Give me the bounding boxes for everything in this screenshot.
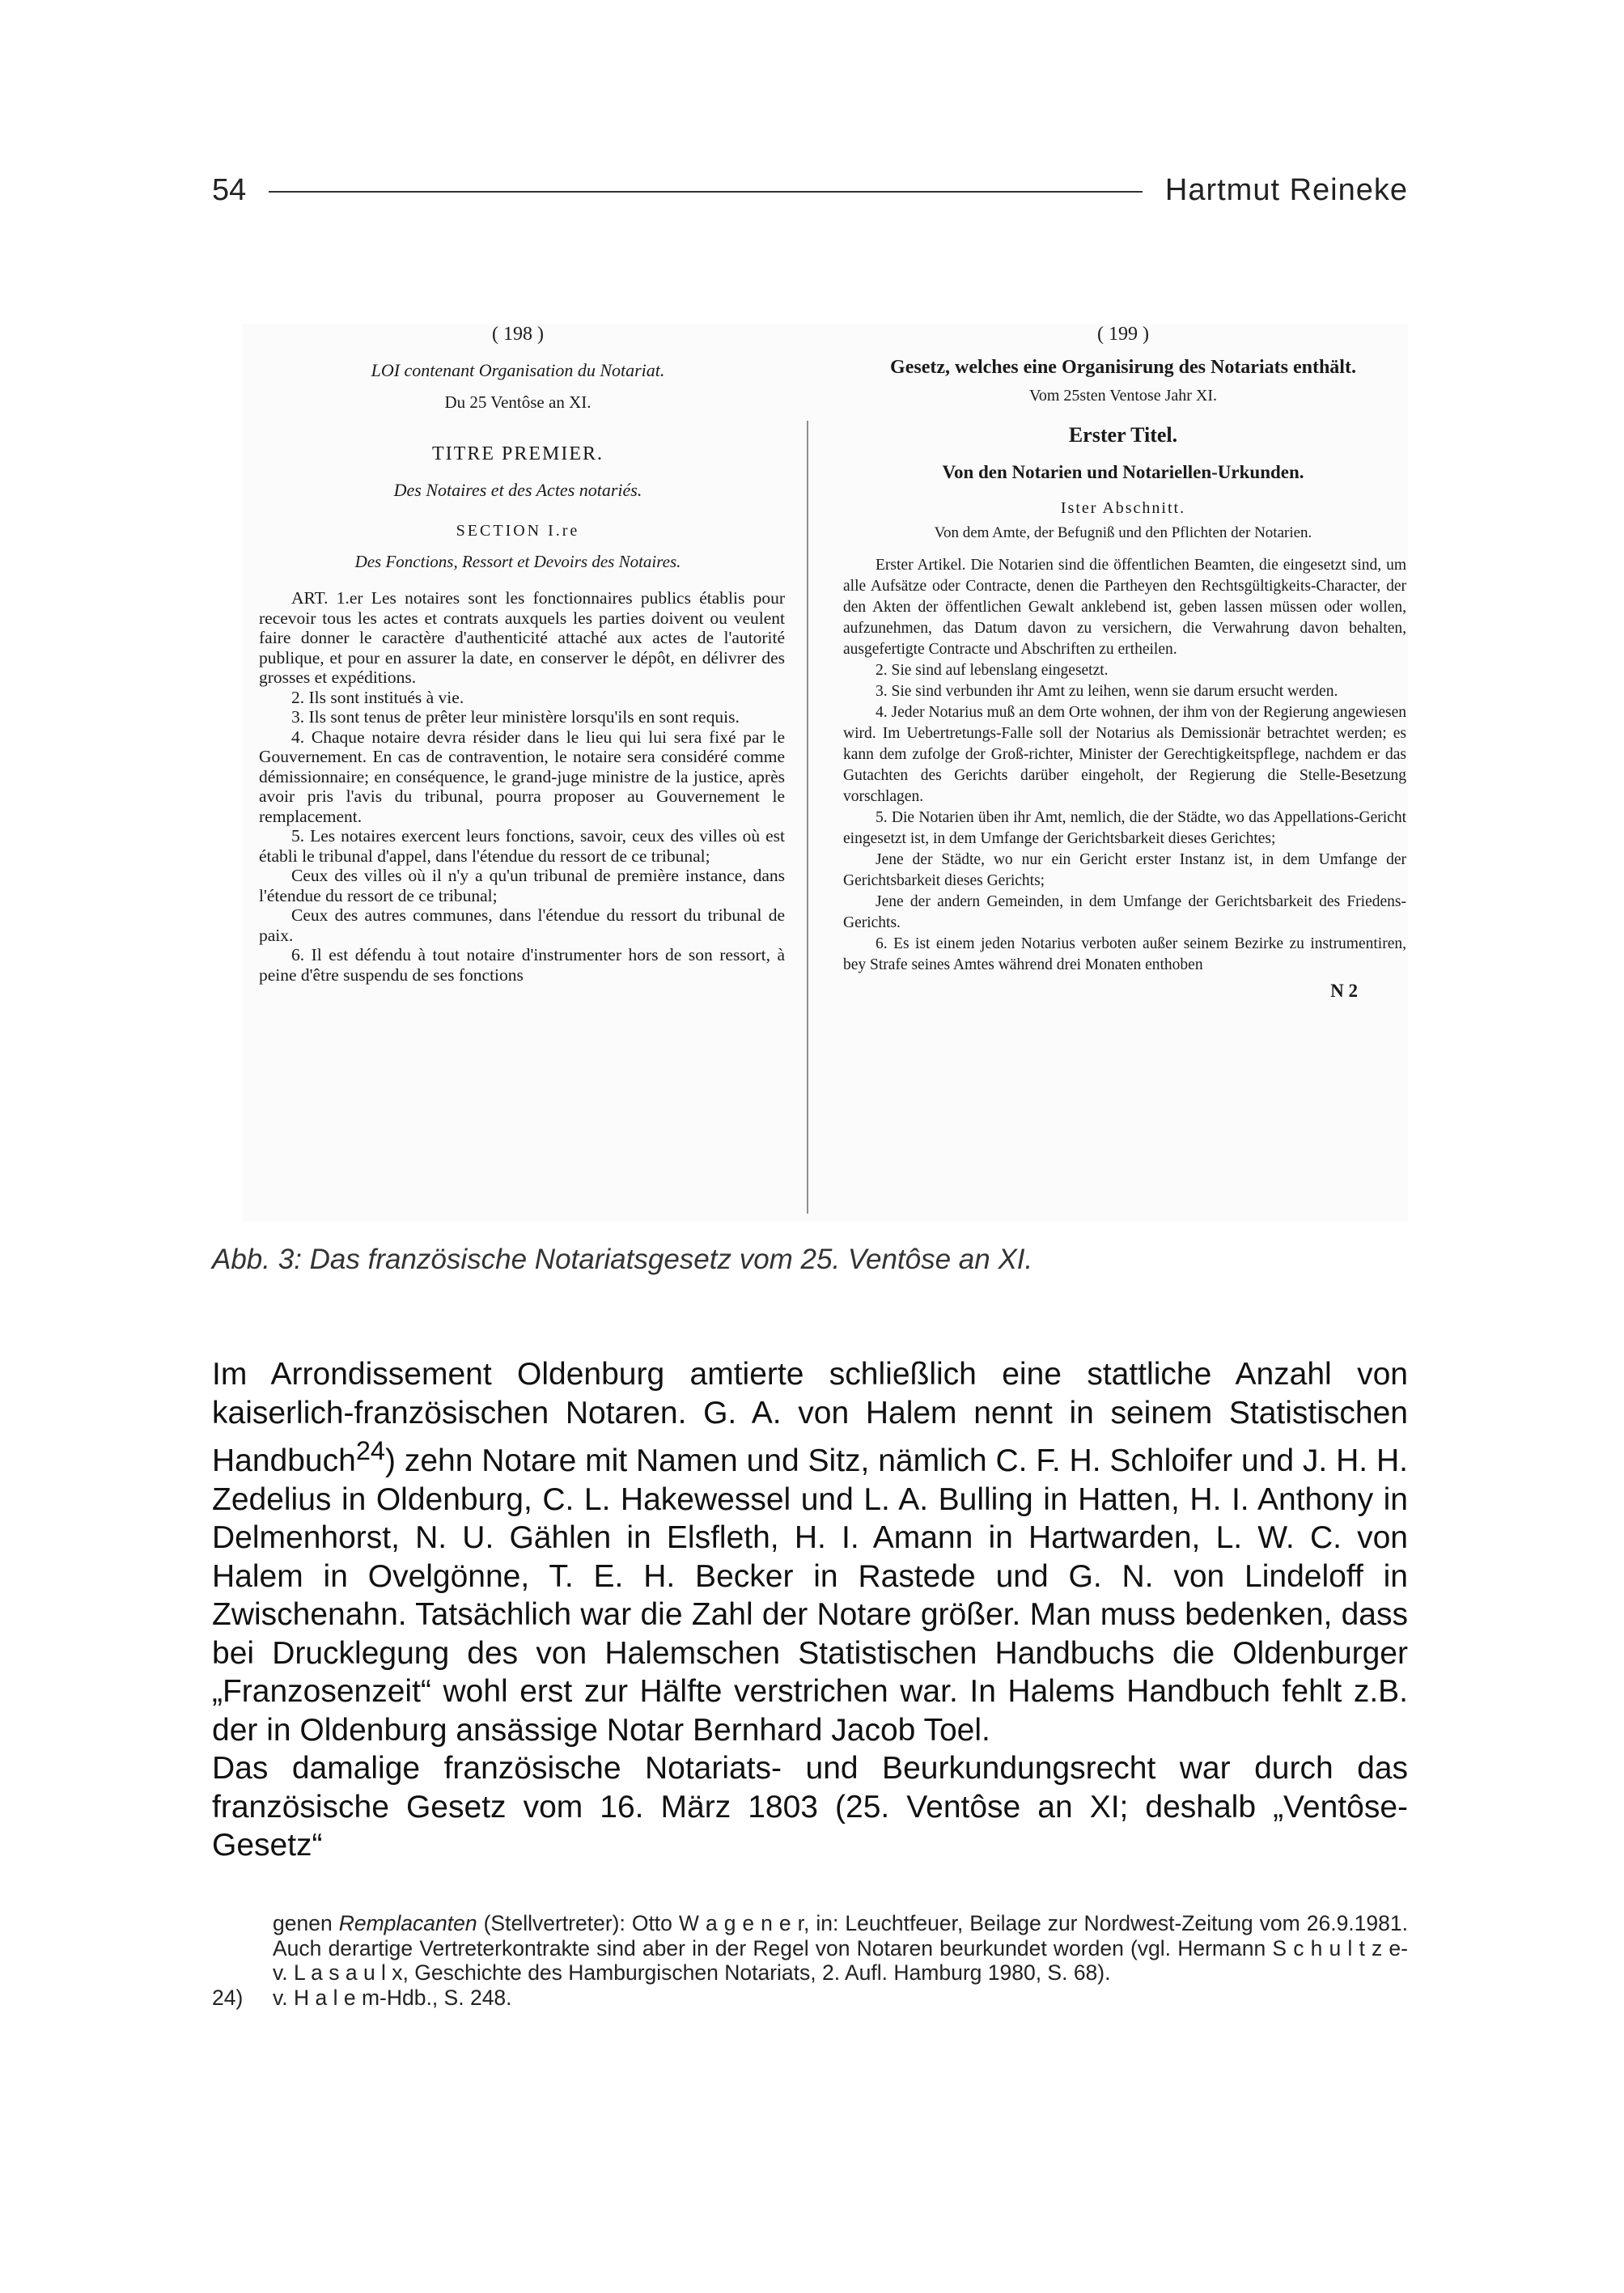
german-article-5: 5. Die Notarien üben ihr Amt, nemlich, die der Städte, wo das Appellations-Gericht eingesetzt ist, in dem Umfange der Gerichtsbarkeit dieses Gerichtes; xyxy=(843,809,1406,847)
german-article-6: 6. Es ist einem jeden Notarius verboten außer seinem Bezirke zu instrumentiren, bey Strafe seines Amtes während drei Monaten enthoben xyxy=(843,935,1406,973)
german-article-5c: Jene der andern Gemeinden, in dem Umfange der Gerichtsbarkeit des Friedens-Gerichts. xyxy=(843,893,1406,931)
french-law-title: LOI contenant Organisation du Notariat. xyxy=(371,360,665,380)
column-divider xyxy=(807,421,808,1214)
paragraph-1 xyxy=(212,1355,1408,1749)
german-article-5b: Jene der Städte, wo nur ein Gericht erster Instanz ist, in dem Umfange der Gerichtsbarkeit dieses Gerichts; xyxy=(843,851,1406,889)
german-article-1: Erster Artikel. Die Notarien sind die öffentlichen Beamten, die eingesetzt sind, um alle Aufsätze oder Contracte, denen die Partheyen den Rechtsgültigkeits-Character, der den Akten der öffentlichen Gewalt anklebend ist, geben lassen müssen oder wollen, aufzunehmen, das Datum davon zu versichern, die Verwahrung davon behalten, ausgefertigte Contracte und Abschriften zu ertheilen. xyxy=(843,557,1406,658)
french-column xyxy=(243,324,793,985)
french-article-5: 5. Les notaires exercent leurs fonctions, savoir, ceux des villes où est établi le tribunal d'appel, dans l'étendue du ressort de ce tribunal; xyxy=(259,826,785,866)
german-heading: Von den Notarien und Notariellen-Urkunden. xyxy=(942,462,1304,482)
french-titre: TITRE PREMIER. xyxy=(432,443,604,464)
german-law-date: Vom 25sten Ventose Jahr XI. xyxy=(1028,387,1218,405)
paragraph-2: Das damalige französische Notariats- und Beurkundungsrecht war durch das französische Gesetz vom 16. März 1803 (25. Ventôse an XI; deshalb „Ventôse-Gesetz“ xyxy=(212,1751,1408,1863)
french-section: SECTION I.re xyxy=(456,522,580,540)
footnote-24-text: v. H a l e m-Hdb., S. 248. xyxy=(273,1985,512,2010)
german-article-4: 4. Jeder Notarius muß an dem Orte wohnen, der ihm von der Regierung angewiesen wird. Im Uebertretungs-Falle soll der Notarius als Demissionär betrachtet werden; es kann dem zufolge der Groß-richter, Minister der Gerechtigkeitspflege, nachdem er das Gutachten des Gerichts darüber eingeholt, der Regierung die Stelle-Besetzung vorschlagen. xyxy=(843,704,1406,805)
footnote-cont-rest: (Stellvertreter): Otto W a g e n e r, in: Leuchtfeuer, Beilage zur Nordwest-Zeitung vom 26.9.1981. Auch derartige Vertreterkontrakte sind aber in der Regel von Notaren beurkundet worden (vgl. Hermann S c h u l t z e-v. L a s a u l x, Geschichte des Hamburgischen Notariats, 2. Aufl. Hamburg 1980, S. 68). xyxy=(273,1911,1408,1985)
body-text xyxy=(212,1355,1408,1865)
german-abschnitt-subtitle: Von dem Amte, der Befugniß und den Pflichten der Notarien. xyxy=(934,524,1312,541)
paragraph-1-rest: ) zehn Notare mit Namen und Sitz, nämlich C. F. H. Schloifer und J. H. H. Zedelius in Oldenburg, C. L. Hakewessel und L. A. Bulling in Hatten, H. I. Anthony in Delmenhorst, N. U. Gählen in Elsfleth, H. I. Amann in Hartwarden, L. W. C. von Halem in Ovelgönne, T. E. H. Becker in Rastede und G. N. von Lindeloff in Zwischenahn. Tatsächlich war die Zahl der Notare größer. Man muss bedenken, dass bei Drucklegung des von Halemschen Statistischen Handbuchs die Oldenburger „Franzosenzeit“ wohl erst zur Hälfte verstrichen war. In Halems Handbuch fehlt z.B. der in Oldenburg ansässige Notar Bernhard Jacob Toel. xyxy=(212,1443,1408,1748)
french-article-5b: Ceux des villes où il n'y a qu'un tribunal de première instance, dans l'étendue du ressort de ce tribunal; xyxy=(259,866,785,905)
german-articles xyxy=(840,555,1406,976)
french-article-5c: Ceux des autres communes, dans l'étendue du ressort du tribunal de paix. xyxy=(259,905,785,945)
scanned-law-figure xyxy=(243,324,1408,1222)
footnote-24 xyxy=(212,1986,1408,2011)
french-article-2: 2. Ils sont institués à vie. xyxy=(291,687,464,707)
french-page-number: ( 198 ) xyxy=(492,324,544,345)
header-rule xyxy=(269,191,1143,193)
french-articles xyxy=(243,588,793,985)
running-header-author: Hartmut Reineke xyxy=(1164,172,1408,207)
german-column xyxy=(840,324,1406,1002)
footnote-ref-24: 24 xyxy=(355,1436,385,1465)
paragraph-1-start: Im Arrondissement Oldenburg amtierte schließlich eine stattliche Anzahl von kaiserlich-französischen Notaren. G. A. von Halem nennt in seinem Statistischen Handbuch xyxy=(212,1357,1408,1478)
french-article-6: 6. Il est défendu à tout notaire d'instrumenter hors de son ressort, à peine d'être suspendu de ses fonctions xyxy=(259,945,785,985)
page-number: 54 xyxy=(212,172,247,207)
french-section-subtitle: Des Fonctions, Ressort et Devoirs des Notaires. xyxy=(354,552,681,571)
french-article-1: ART. 1.er Les notaires sont les fonctionnaires publics établis pour recevoir tous les actes et contrats auxquels les parties doivent ou veulent faire donner le caractère d'authenticité attaché aux actes de l'autorité publique, et pour en assurer la date, en conserver le dépôt, en délivrer des grosses et expéditions. xyxy=(259,588,785,687)
figure-caption: Abb. 3: Das französische Notariatsgesetz vom 25. Ventôse an XI. xyxy=(212,1244,1033,1275)
german-signature-mark: N 2 xyxy=(1330,981,1358,1001)
footnote-cont-start: genen xyxy=(273,1911,339,1935)
footnotes xyxy=(212,1911,1408,2010)
german-titel: Erster Titel. xyxy=(1068,423,1178,447)
french-article-4: 4. Chaque notaire devra résider dans le lieu qui lui sera fixé par le Gouvernement. En cas de contravention, le notaire sera considéré comme démissionnaire; en conséquence, le grand-juge ministre de la justice, après avoir pris l'avis du tribunal, pourra proposer au Gouvernement le remplacement. xyxy=(259,727,785,826)
german-law-title: Gesetz, welches eine Organisirung des Notariats enthält. xyxy=(890,357,1356,378)
footnote-23-continuation xyxy=(212,1911,1408,1986)
french-article-3: 3. Ils sont tenus de prêter leur ministère lorsqu'ils en sont requis. xyxy=(291,707,740,727)
german-article-3: 3. Sie sind verbunden ihr Amt zu leihen, wenn sie darum ersucht werden. xyxy=(876,683,1338,700)
german-page-number: ( 199 ) xyxy=(1097,324,1149,345)
footnote-24-number: 24) xyxy=(212,1985,244,2010)
german-abschnitt: Ister Abschnitt. xyxy=(1060,499,1186,517)
running-header xyxy=(212,166,1408,214)
footnote-cont-italic: Remplacanten xyxy=(338,1911,477,1935)
french-titre-subtitle: Des Notaires et des Actes notariés. xyxy=(393,480,642,500)
french-law-date: Du 25 Ventôse an XI. xyxy=(444,392,592,412)
german-article-2: 2. Sie sind auf lebenslang eingesetzt. xyxy=(876,662,1109,679)
